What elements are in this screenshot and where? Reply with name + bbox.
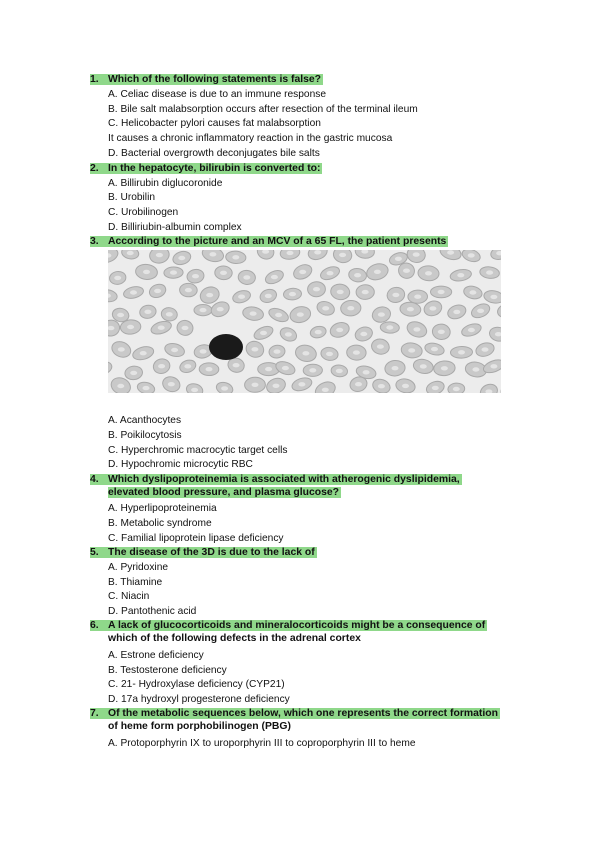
rbc-pallor [355, 382, 362, 386]
question-text: The disease of the 3D is due to the lack of [108, 547, 315, 558]
question-2 [90, 162, 322, 175]
rbc-pallor [154, 289, 161, 293]
question-number: 5. [90, 547, 99, 558]
option-4b: B. Metabolic syndrome [108, 518, 212, 529]
rbc-pallor [469, 290, 476, 294]
option-7a: A. Protoporphyrin IX to uroporphyrin III to coproporphyrin III to heme [108, 738, 416, 749]
question-number: 7. [90, 708, 99, 719]
rbc-pallor [392, 293, 399, 297]
rbc-pallor [298, 382, 305, 386]
rbc-pallor [217, 307, 224, 311]
rbc-pallor [432, 386, 439, 390]
rbc-pallor [118, 347, 125, 351]
rbc-pallor [168, 382, 175, 386]
rbc-pallor [289, 292, 296, 296]
rbc-pallor [486, 270, 493, 274]
question-text: A lack of glucocorticoids and mineralocorticoids might be a consequence of [108, 620, 486, 631]
question-4 [90, 473, 462, 499]
rbc-pallor [182, 326, 189, 330]
rbc-pallor [453, 387, 460, 391]
rbc-pallor [191, 388, 198, 392]
question-number: 6. [90, 620, 99, 631]
rbc-pallor [420, 364, 427, 368]
option-4a: A. Hyperlipoproteinemia [108, 503, 217, 514]
rbc-pallor [482, 347, 489, 351]
option-2a: A. Billirubin diglucoronide [108, 178, 223, 189]
rbc-pallor [206, 367, 213, 371]
rbc-pallor [271, 275, 278, 279]
rbc-pallor [468, 253, 475, 257]
rbc-pallor [429, 306, 436, 310]
rbc-pallor [200, 308, 207, 312]
rbc-pallor [377, 344, 384, 348]
option-2c: C. Urobilinogen [108, 207, 179, 218]
blood-smear-image [108, 250, 501, 393]
rbc-pallor [413, 327, 420, 331]
rbc-pallor [457, 273, 464, 277]
rbc-pallor [408, 348, 415, 352]
lymphocyte-cell [209, 334, 243, 360]
rbc-pallor [458, 350, 465, 354]
rbc-pallor [192, 274, 199, 278]
option-5c: C. Niacin [108, 591, 150, 602]
rbc-pallor [158, 326, 165, 330]
rbc-pallor [178, 256, 185, 260]
question-3 [90, 235, 448, 248]
option-1b: B. Bile salt malabsorption occurs after resection of the terminal ileum [108, 104, 418, 115]
option-1c: C. Helicobacter pylori causes fat malabsorption [108, 118, 321, 129]
rbc-pallor [468, 328, 475, 332]
rbc-pallor [441, 366, 448, 370]
rbc-pallor [251, 347, 258, 351]
rbc-pallor [260, 331, 267, 335]
rbc-pallor [326, 352, 333, 356]
question-text-cont: which of the following defects in the adrenal cortex [108, 633, 361, 644]
rbc-pallor [490, 364, 497, 368]
rbc-pallor [274, 349, 281, 353]
rbc-pallor [438, 290, 445, 294]
rbc-pallor [403, 269, 410, 273]
rbc-pallor [374, 270, 381, 274]
option-6d: D. 17a hydroxyl progesterone deficiency [108, 694, 290, 705]
rbc-pallor [243, 275, 250, 279]
option-5b: B. Thiamine [108, 577, 163, 588]
rbc-pallor [184, 364, 191, 368]
question-7 [90, 707, 500, 733]
rbc-pallor [353, 350, 360, 354]
rbc-pallor [386, 325, 393, 329]
option-3c: C. Hyperchromic macrocytic target cells [108, 445, 288, 456]
rbc-pallor [354, 273, 361, 277]
rbc-pallor [144, 310, 151, 314]
rbc-pallor [297, 312, 304, 316]
rbc-pallor [117, 384, 124, 388]
rbc-pallor [171, 348, 178, 352]
option-2b: B. Urobilin [108, 192, 155, 203]
rbc-pallor [238, 295, 245, 299]
rbc-pallor [395, 257, 402, 261]
rbc-pallor [378, 312, 385, 316]
question-text: According to the picture and an MCV of a 65 FL, the patient presents [108, 236, 447, 247]
question-6 [90, 619, 487, 645]
rbc-pallor [127, 251, 134, 255]
option-3d: D. Hypochromic microcytic RBC [108, 459, 253, 470]
rbc-pallor [407, 307, 414, 311]
rbc-pallor [414, 295, 421, 299]
question-text: Which dyslipoproteinemia is associated with atherogenic dyslipidemia, [108, 474, 460, 485]
rbc-pallor [360, 332, 367, 336]
rbc-pallor [127, 325, 134, 329]
option-3a: A. Acanthocytes [108, 415, 182, 426]
option-5d: D. Pantothenic acid [108, 606, 197, 617]
rbc-pallor [314, 250, 321, 254]
rbc-pallor [200, 349, 207, 353]
option-6c: C. 21- Hydroxylase deficiency (CYP21) [108, 679, 285, 690]
rbc-pallor [431, 347, 438, 351]
rbc-pallor [490, 295, 497, 299]
rbc-pallor [220, 271, 227, 275]
question-number: 3. [90, 236, 99, 247]
rbc-pallor [339, 253, 346, 257]
rbc-pallor [140, 351, 147, 355]
rbc-pallor [156, 253, 163, 257]
rbc-pallor [250, 311, 257, 315]
rbc-pallor [130, 290, 137, 294]
rbc-pallor [114, 276, 121, 280]
rbc-pallor [302, 351, 309, 355]
rbc-pallor [347, 306, 354, 310]
question-text: Of the metabolic sequences below, which one represents the correct formation [108, 708, 498, 719]
blood-smear-svg [108, 250, 501, 393]
option-6a: A. Estrone deficiency [108, 650, 204, 661]
rbc-pallor [185, 288, 192, 292]
rbc-pallor [337, 290, 344, 294]
rbc-pallor [336, 369, 343, 373]
rbc-pallor [265, 294, 272, 298]
option-1c-note: It causes a chronic inflammatory reaction in the gastric mucosa [108, 133, 393, 144]
rbc-pallor [472, 367, 479, 371]
rbc-pallor [273, 384, 280, 388]
rbc-pallor [413, 252, 420, 256]
option-2d: D. Billiriubin-albumin complex [108, 222, 242, 233]
rbc-pallor [233, 363, 240, 367]
rbc-pallor [166, 312, 173, 316]
question-number: 2. [90, 163, 99, 174]
rbc-pallor [402, 384, 409, 388]
option-4c: C. Familial lipoprotein lipase deficiency [108, 533, 284, 544]
question-text: In the hepatocyte, bilirubin is converted to: [108, 163, 321, 174]
rbc-pallor [309, 368, 316, 372]
question-1 [90, 73, 323, 86]
question-text-cont: elevated blood pressure, and plasma glucose? [108, 487, 339, 498]
rbc-pallor [209, 252, 216, 256]
rbc-pallor [287, 251, 294, 255]
question-number: 4. [90, 474, 99, 485]
option-1a: A. Celiac disease is due to an immune response [108, 89, 327, 100]
rbc-pallor [252, 383, 259, 387]
question-5 [90, 546, 317, 559]
rbc-pallor [275, 313, 282, 317]
rbc-pallor [477, 309, 484, 313]
rbc-pallor [285, 332, 292, 336]
rbc-pallor [313, 287, 320, 291]
rbc-pallor [158, 364, 165, 368]
question-number: 1. [90, 74, 99, 85]
rbc-pallor [425, 271, 432, 275]
rbc-pallor [130, 371, 137, 375]
rbc-pallor [170, 270, 177, 274]
rbc-pallor [221, 386, 228, 390]
rbc-pallor [282, 366, 289, 370]
option-6b: B. Testosterone deficiency [108, 665, 227, 676]
rbc-pallor [438, 330, 445, 334]
rbc-pallor [327, 271, 334, 275]
option-5a: A. Pyridoxine [108, 562, 169, 573]
rbc-pallor [206, 293, 213, 297]
rbc-pallor [117, 313, 124, 317]
question-text-cont: of heme form porphobilinogen (PBG) [108, 721, 291, 732]
rbc-pallor [322, 306, 329, 310]
rbc-pallor [453, 310, 460, 314]
rbc-pallor [143, 386, 150, 390]
option-1d: D. Bacterial overgrowth deconjugates bile salts [108, 148, 320, 159]
rbc-pallor [336, 328, 343, 332]
rbc-pallor [143, 270, 150, 274]
rbc-pallor [363, 370, 370, 374]
rbc-pallor [362, 290, 369, 294]
rbc-pallor [299, 270, 306, 274]
question-text: Which of the following statements is false? [108, 74, 322, 85]
rbc-pallor [315, 330, 322, 334]
rbc-pallor [265, 367, 272, 371]
rbc-pallor [232, 255, 239, 259]
rbc-pallor [322, 388, 329, 392]
rbc-pallor [378, 384, 385, 388]
rbc-pallor [392, 366, 399, 370]
rbc-pallor [447, 250, 454, 254]
option-3b: B. Poikilocytosis [108, 430, 182, 441]
